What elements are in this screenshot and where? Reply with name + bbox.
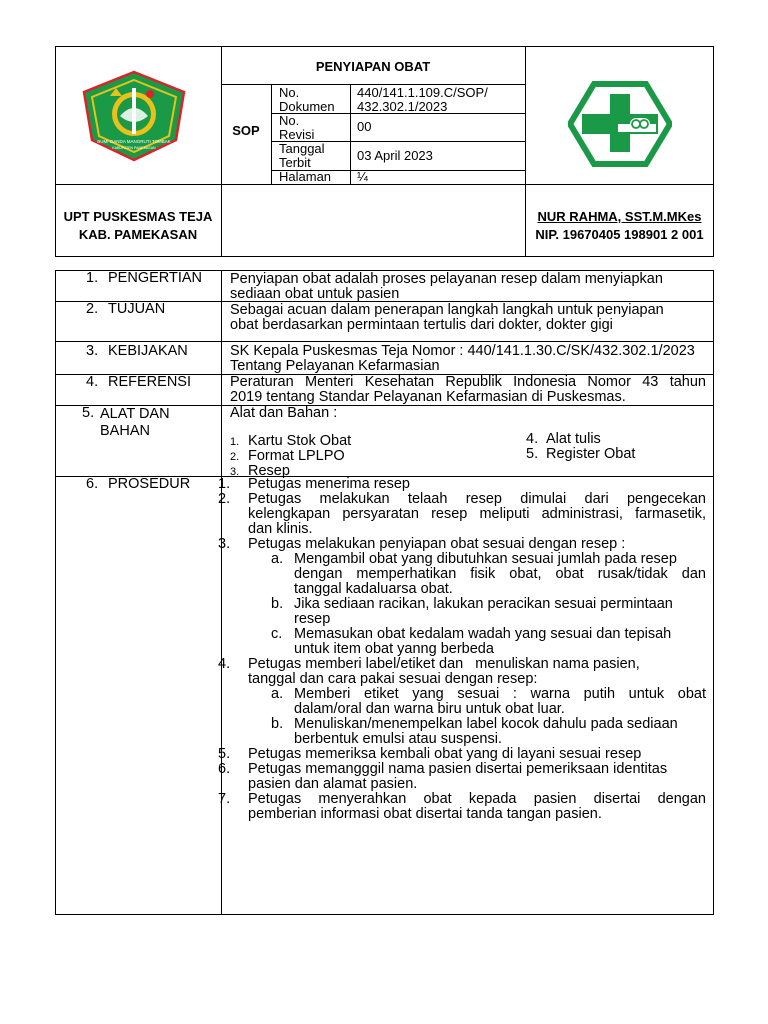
section-label-alat bbox=[100, 406, 170, 440]
doc-number-value-2: 432.302.1/2023 bbox=[357, 99, 448, 114]
org-name-line2: KAB. PAMEKASAN bbox=[78, 227, 198, 242]
section-number: 3. bbox=[86, 343, 99, 359]
step-number: 4. bbox=[218, 656, 231, 672]
step-number: 5. bbox=[218, 746, 231, 762]
kebijakan-text bbox=[230, 344, 710, 374]
text-line: Penyiapan obat adalah proses pelayanan resep dalam menyiapkan bbox=[230, 271, 663, 287]
sop-label: SOP bbox=[232, 123, 260, 138]
revision-value: 00 bbox=[357, 119, 372, 134]
signer-nip: NIP. 19670405 198901 2 001 bbox=[535, 227, 704, 242]
step-number: 1. bbox=[218, 476, 231, 492]
substep-letter: b. bbox=[271, 716, 284, 732]
page-title: PENYIAPAN OBAT bbox=[315, 59, 431, 74]
text-line: tanggal dan cara pakai sesuai dengan resep: bbox=[248, 671, 538, 687]
doc-number-value-1: 440/141.1.109.C/SOP/ bbox=[357, 85, 488, 100]
doc-number-label bbox=[279, 86, 335, 114]
header-divider bbox=[350, 84, 351, 184]
substep-letter: a. bbox=[271, 551, 284, 567]
org-name-line1: UPT PUSKESMAS TEJA bbox=[63, 209, 213, 224]
page-value: ¼ bbox=[357, 169, 368, 184]
revision-label-2: Revisi bbox=[279, 127, 315, 142]
alat-list-left bbox=[230, 432, 351, 477]
list-item-text: Register Obat bbox=[546, 446, 636, 462]
step-number: 7. bbox=[218, 791, 231, 807]
list-item-number: 2. bbox=[230, 451, 240, 463]
section-label-referensi: REFERENSI bbox=[108, 374, 191, 390]
page-label: Halaman bbox=[279, 169, 332, 184]
text-line: Petugas melakukan telaah resep dimulai dari pengecekan bbox=[248, 491, 706, 507]
doc-number-label-2: Dokumen bbox=[279, 99, 335, 114]
text-line: Jika sediaan racikan, lakukan peracikan sesuai permintaan bbox=[294, 596, 673, 612]
list-item-text: Format LPLPO bbox=[248, 448, 345, 464]
header-divider bbox=[55, 184, 714, 185]
list-item bbox=[230, 447, 351, 462]
text-line: pasien dan alamat pasien. bbox=[248, 776, 418, 792]
puskesmas-logo bbox=[568, 80, 672, 168]
text-line: Sebagai acuan dalam penerapan langkah langkah untuk penyiapan bbox=[230, 302, 664, 318]
section-label-prosedur: PROSEDUR bbox=[108, 476, 191, 492]
text-line: Petugas memeriksa kembali obat yang di layani sesuai resep bbox=[248, 746, 642, 762]
list-item bbox=[526, 432, 635, 447]
procedure-substep bbox=[218, 717, 706, 747]
step-number: 3. bbox=[218, 536, 231, 552]
issue-date-label bbox=[279, 142, 325, 170]
text-line: untuk item obat yanng berbeda bbox=[294, 641, 494, 657]
section-label-tujuan: TUJUAN bbox=[108, 301, 166, 317]
procedure-step bbox=[218, 537, 706, 552]
section-number: 4. bbox=[86, 374, 99, 390]
text-line: Peraturan Menteri Kesehatan Republik Indonesia Nomor 43 tahun bbox=[230, 374, 706, 390]
list-item-number: 3. bbox=[230, 466, 240, 478]
substep-letter: b. bbox=[271, 596, 284, 612]
procedure-step bbox=[218, 762, 706, 792]
text-line: SK Kepala Puskesmas Teja Nomor : 440/141.1.30.C/SK/432.302.1/2023 bbox=[230, 343, 695, 359]
section-number: 2. bbox=[86, 301, 99, 317]
text-line: dan klinis. bbox=[248, 521, 313, 537]
procedure-step bbox=[218, 477, 706, 492]
text-line: resep bbox=[294, 611, 331, 627]
section-label-line: BAHAN bbox=[100, 423, 150, 439]
pengertian-text bbox=[230, 272, 706, 302]
section-label-kebijakan: KEBIJAKAN bbox=[108, 343, 188, 359]
text-line: Petugas memangggil nama pasien disertai pemeriksaan identitas bbox=[248, 761, 668, 777]
list-item-text: Resep bbox=[248, 463, 290, 479]
procedure-step bbox=[218, 747, 706, 762]
text-line: dengan memperhatikan fisik obat, obat rusak/tidak dan bbox=[294, 566, 706, 582]
list-item-number: 5. bbox=[526, 446, 539, 462]
text-line: Menuliskan/menempelkan label kocok dahulu pada sediaan bbox=[294, 716, 678, 732]
text-line: 2019 tentang Standar Pelayanan Kefarmasian di Puskesmas. bbox=[230, 389, 626, 405]
issue-date-label-2: Terbit bbox=[279, 155, 311, 170]
text-line: Tentang Pelayanan Kefarmasian bbox=[230, 358, 440, 374]
section-number: 5. bbox=[82, 405, 95, 421]
text-line: berbentuk emulsi atau suspensi. bbox=[294, 731, 502, 747]
header-divider bbox=[271, 84, 272, 184]
tujuan-text bbox=[230, 303, 706, 333]
list-item-number: 4. bbox=[526, 431, 539, 447]
text-line: Petugas menerima resep bbox=[248, 476, 410, 492]
signer-name: NUR RAHMA, SST.M.MKes bbox=[537, 209, 702, 224]
section-number: 6. bbox=[86, 476, 99, 492]
text-line: pemberian informasi obat disertai tanda tangan pasien. bbox=[248, 806, 602, 822]
row-divider bbox=[55, 341, 714, 342]
procedure-step bbox=[218, 492, 706, 537]
org-name bbox=[55, 208, 221, 244]
procedure-step bbox=[218, 657, 706, 687]
list-item bbox=[230, 462, 351, 477]
text-line: Petugas melakukan penyiapan obat sesuai dengan resep : bbox=[248, 536, 626, 552]
text-line: obat berdasarkan permintaan tertulis dari dokter, dokter gigi bbox=[230, 317, 613, 333]
revision-label bbox=[279, 114, 314, 142]
issue-date-value: 03 April 2023 bbox=[357, 148, 433, 163]
section-label-pengertian: PENGERTIAN bbox=[108, 270, 203, 286]
procedure-substep bbox=[218, 627, 706, 657]
list-item-number: 1. bbox=[230, 436, 240, 448]
text-line: sediaan obat untuk pasien bbox=[230, 286, 400, 302]
signer-block bbox=[525, 208, 714, 244]
procedure-substep bbox=[218, 597, 706, 627]
text-line: Memberi etiket yang sesuai : warna putih untuk obat bbox=[294, 686, 706, 702]
doc-number-label-1: No. bbox=[279, 85, 300, 100]
text-line: Memasukan obat kedalam wadah yang sesuai dan tepisah bbox=[294, 626, 672, 642]
procedure-substep bbox=[218, 687, 706, 717]
list-item-text: Kartu Stok Obat bbox=[248, 433, 352, 449]
text-line: kelengkapan persyaratan resep meliputi administrasi, farmasetik, bbox=[248, 506, 706, 522]
list-item bbox=[230, 432, 351, 447]
text-line: Mengambil obat yang dibutuhkan sesuai jumlah pada resep bbox=[294, 551, 677, 567]
svg-text:BUMI GANDA MANGRUTI TOMBAK: BUMI GANDA MANGRUTI TOMBAK bbox=[97, 139, 171, 144]
text-line: dalam/oral dan warna biru untuk obat luar. bbox=[294, 701, 565, 717]
prosedur-steps bbox=[218, 477, 706, 822]
svg-text:KABUPATEN PAMEKASAN: KABUPATEN PAMEKASAN bbox=[112, 146, 156, 150]
regency-logo bbox=[80, 70, 188, 162]
procedure-step bbox=[218, 792, 706, 822]
text-line: Petugas memberi label/etiket dan menuliskan nama pasien, bbox=[248, 656, 640, 672]
section-label-line: ALAT DAN bbox=[100, 406, 170, 422]
referensi-text bbox=[230, 375, 706, 405]
revision-label-1: No. bbox=[279, 113, 300, 128]
step-number: 2. bbox=[218, 491, 231, 507]
list-item-text: Alat tulis bbox=[546, 431, 601, 447]
text-line: Petugas menyerahkan obat kepada pasien disertai dengan bbox=[248, 791, 706, 807]
procedure-substep bbox=[218, 552, 706, 597]
alat-list-right bbox=[526, 432, 635, 462]
list-item bbox=[526, 447, 635, 462]
issue-date-label-1: Tanggal bbox=[279, 141, 325, 156]
text-line: tanggal kadaluarsa obat. bbox=[294, 581, 453, 597]
header-divider bbox=[221, 46, 222, 257]
substep-letter: a. bbox=[271, 686, 284, 702]
alat-intro: Alat dan Bahan : bbox=[230, 405, 338, 421]
section-number: 1. bbox=[86, 270, 99, 286]
step-number: 6. bbox=[218, 761, 231, 777]
doc-number-value bbox=[357, 86, 488, 114]
substep-letter: c. bbox=[271, 626, 283, 642]
